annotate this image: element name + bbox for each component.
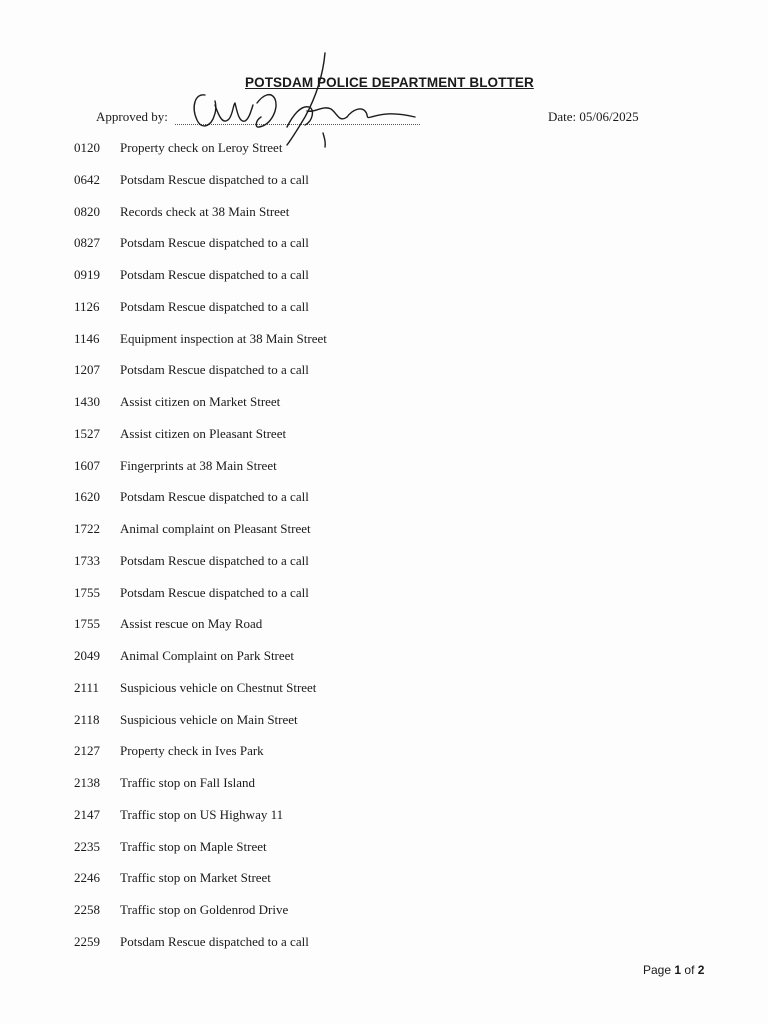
blotter-entry [0, 775, 768, 807]
entry-time: 1207 [74, 362, 100, 378]
blotter-entry [0, 362, 768, 394]
blotter-entry [0, 585, 768, 617]
entry-time: 0120 [74, 140, 100, 155]
page-word: Page [643, 963, 672, 977]
entry-time: 1527 [74, 425, 100, 441]
approved-by-label: Approved by: [96, 109, 168, 124]
entry-time: 2258 [74, 902, 100, 917]
blotter-entry [0, 870, 768, 902]
entry-time: 1755 [74, 584, 100, 600]
entry-description: Property check in Ives Park [120, 743, 264, 759]
entry-description: Potsdam Rescue dispatched to a call [120, 171, 309, 187]
entry-time: 2111 [74, 679, 100, 695]
entry-description: Assist rescue on May Road [120, 616, 263, 632]
entry-time: 1733 [74, 552, 100, 568]
page-of: of [684, 963, 695, 977]
entry-description: Assist citizen on Market Street [120, 394, 281, 409]
entry-time: 2246 [74, 870, 100, 886]
entry-time: 0919 [74, 267, 100, 282]
entry-description: Suspicious vehicle on Chestnut Street [120, 679, 317, 695]
entry-time: 0642 [74, 171, 100, 187]
blotter-entry [0, 172, 768, 204]
page-current: 1 [674, 963, 682, 977]
entry-description: Potsdam Rescue dispatched to a call [120, 933, 309, 949]
entry-description: Potsdam Rescue dispatched to a call [120, 267, 309, 282]
entry-description: Suspicious vehicle on Main Street [120, 711, 298, 727]
entry-description: Animal complaint on Pleasant Street [120, 521, 311, 536]
entry-time: 2259 [74, 933, 100, 949]
date-line [548, 109, 639, 125]
blotter-entry [0, 616, 768, 648]
entry-description: Traffic stop on Maple Street [120, 838, 267, 854]
blotter-entry [0, 839, 768, 871]
blotter-entries [0, 140, 768, 966]
blotter-entry [0, 204, 768, 236]
blotter-entry [0, 489, 768, 521]
entry-time: 1430 [74, 394, 100, 409]
entry-time: 1126 [74, 298, 100, 314]
blotter-entry [0, 521, 768, 553]
entry-description: Potsdam Rescue dispatched to a call [120, 235, 309, 251]
blotter-entry [0, 648, 768, 680]
entry-description: Assist citizen on Pleasant Street [120, 425, 287, 441]
blotter-entry [0, 299, 768, 331]
page-total: 2 [697, 963, 705, 977]
blotter-entry [0, 902, 768, 934]
page-number [643, 963, 704, 977]
entry-description: Equipment inspection at 38 Main Street [120, 330, 327, 346]
blotter-entry [0, 426, 768, 458]
blotter-entry [0, 267, 768, 299]
blotter-entry [0, 680, 768, 712]
entry-time: 0820 [74, 203, 100, 219]
entry-time: 1146 [74, 330, 100, 346]
entry-time: 0827 [74, 235, 100, 251]
entry-description: Records check at 38 Main Street [120, 203, 290, 219]
handwritten-signature [175, 45, 425, 155]
entry-time: 2235 [74, 838, 100, 854]
entry-time: 1620 [74, 489, 100, 505]
entry-time: 2147 [74, 806, 100, 822]
entry-description: Potsdam Rescue dispatched to a call [120, 552, 309, 568]
entry-time: 1722 [74, 521, 100, 536]
blotter-entry [0, 458, 768, 490]
blotter-entry [0, 712, 768, 744]
entry-time: 2118 [74, 711, 100, 727]
document-title: POTSDAM POLICE DEPARTMENT BLOTTER [245, 75, 534, 90]
blotter-entry [0, 553, 768, 585]
date-label: Date: [548, 109, 577, 124]
date-value: 05/06/2025 [579, 109, 639, 124]
entry-description: Traffic stop on Market Street [120, 870, 271, 886]
entry-time: 2049 [74, 648, 100, 663]
entry-description: Potsdam Rescue dispatched to a call [120, 489, 309, 505]
blotter-entry [0, 743, 768, 775]
blotter-entry [0, 807, 768, 839]
entry-time: 2138 [74, 775, 100, 790]
blotter-entry [0, 140, 768, 172]
entry-description: Property check on Leroy Street [120, 140, 283, 155]
blotter-entry [0, 331, 768, 363]
blotter-entry [0, 394, 768, 426]
entry-time: 1607 [74, 457, 100, 473]
entry-description: Traffic stop on Fall Island [120, 775, 256, 790]
entry-description: Animal Complaint on Park Street [120, 648, 295, 663]
entry-description: Potsdam Rescue dispatched to a call [120, 362, 309, 378]
blotter-entry [0, 235, 768, 267]
entry-description: Potsdam Rescue dispatched to a call [120, 298, 309, 314]
entry-description: Potsdam Rescue dispatched to a call [120, 584, 309, 600]
entry-time: 2127 [74, 743, 100, 759]
blotter-entry [0, 934, 768, 966]
entry-description: Fingerprints at 38 Main Street [120, 457, 277, 473]
entry-description: Traffic stop on Goldenrod Drive [120, 902, 289, 917]
entry-time: 1755 [74, 616, 100, 632]
entry-description: Traffic stop on US Highway 11 [120, 806, 284, 822]
